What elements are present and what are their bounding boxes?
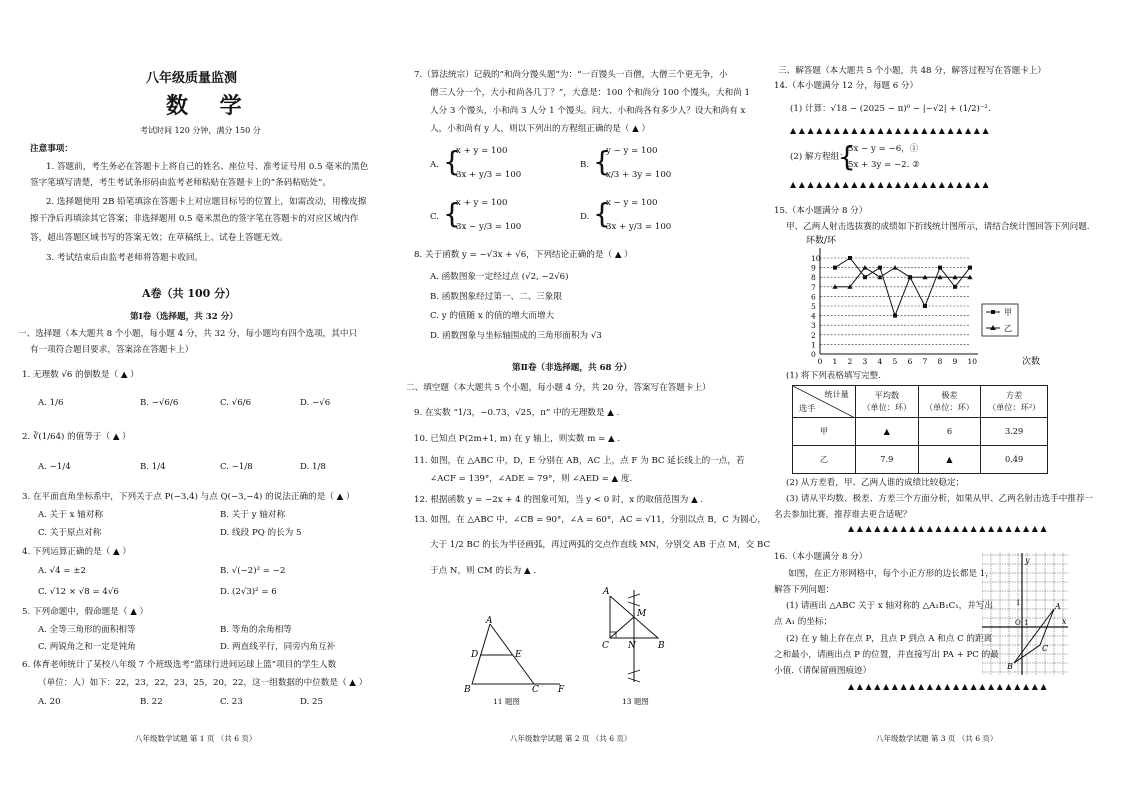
table-corner-header	[793, 386, 856, 418]
section-a-title: A卷（共 100 分）	[142, 287, 237, 300]
legend-square-marker	[991, 310, 995, 314]
table-cell: 乙	[793, 446, 856, 474]
question-15-3-cont: 名去参加比赛，推荐谁去更合适呢？	[774, 510, 912, 520]
question-3: 3. 在平面直角坐标系中，下列关于点 P(−3,4) 与点 Q(−3,−4) 的说法正确的是（ ▲ ）	[22, 492, 355, 502]
legend-label: 甲	[1004, 308, 1012, 317]
grid-label: O	[1015, 619, 1021, 627]
chart-y-label: 环数/环	[806, 236, 837, 246]
option: D. (2√3)² = 6	[220, 587, 277, 597]
equation: x/3 + 3y = 100	[606, 170, 672, 180]
figure-label: D	[471, 650, 479, 660]
chart-y-tick: 9	[811, 263, 816, 273]
option: D. −√6	[300, 398, 331, 408]
question-15-2: (2) 从方差看，甲、乙两人谁的成绩比较稳定；	[786, 478, 965, 488]
question-14: 14.（本小题满分 12 分，每题 6 分）	[774, 81, 919, 91]
notice-line: 擦干净后再填涂其它答案；非选择题用 0.5 毫米黑色的签字笔在答题卡的对应区域内作	[30, 214, 359, 224]
figure-label: A	[486, 616, 493, 626]
page-footer: 八年级数学试题 第 1 页 （共 6 页）	[135, 734, 257, 743]
question-4: 4. 下列运算正确的是（ ▲ ）	[22, 547, 131, 557]
brace-icon: {	[593, 197, 611, 230]
chart-y-tick: 4	[811, 311, 816, 321]
coordinate-grid-figure	[982, 551, 1070, 677]
part-2-title: 第Ⅱ卷（非选择题，共 68 分）	[512, 363, 632, 373]
fill-header: 二、填空题（本大题共 5 个小题，每小题 4 分，共 20 分，答案写在答题卡上）	[406, 383, 711, 393]
chart-y-tick: 7	[811, 282, 816, 292]
chart-x-label: 次数	[1022, 357, 1041, 367]
question-5: 5. 下列命题中，假命题是（ ▲ ）	[22, 607, 149, 617]
chart-y-tick: 8	[811, 273, 816, 283]
figure-label: C	[602, 641, 609, 651]
table-cell: 0.49	[981, 446, 1048, 474]
table-row	[793, 418, 1048, 446]
figure-13-caption: 13 题图	[622, 697, 649, 706]
question-16-line: (1) 请画出 △ABC 关于 x 轴对称的 △A₁B₁C₁，并写出	[786, 601, 994, 611]
table-cell: ▲	[918, 446, 981, 474]
choice-header: 一、选择题（本大题共 8 个小题，每小题 4 分，共 32 分，每小题均有四个选项，其中只	[18, 329, 358, 339]
table-cell: ▲	[856, 418, 919, 446]
equation: 3x − y/3 = 100	[456, 222, 522, 232]
option: A. 20	[38, 697, 61, 707]
answer-space-triangles: ▲▲▲▲▲▲▲▲▲▲▲▲▲▲▲▲▲▲▲▲▲▲▲	[848, 524, 1050, 533]
question-1: 1. 无理数 √6 的倒数是（ ▲ ）	[22, 370, 139, 380]
table-row	[793, 446, 1048, 474]
stats-table	[792, 385, 1048, 474]
question-14-2-label: (2) 解方程组：	[790, 152, 848, 162]
question-15-1: (1) 将下列表格填写完整.	[786, 371, 881, 381]
chart-point-triangle	[862, 265, 867, 270]
grid-label: y	[1025, 556, 1030, 565]
question-13-cont: 于点 N，则 CM 的长为 ▲ .	[430, 566, 537, 576]
chart-point-square	[923, 304, 927, 308]
part-1-title: 第Ⅰ卷（选择题，共 32 分）	[130, 312, 238, 322]
chart-point-square	[953, 285, 957, 289]
option: D. 函数图象与坐标轴围成的三角形面积为 √3	[430, 331, 602, 341]
question-7-cont: 人分 3 个馒头，小和尚 3 人分 1 个馒头。问大、小和尚各有多少人？设大和尚有 x	[430, 106, 746, 116]
option: B. √(−2)² = −2	[220, 566, 286, 576]
table-cell: 7.9	[856, 446, 919, 474]
equation: 3x + y/3 = 100	[606, 222, 672, 232]
chart-x-tick: 8	[937, 357, 943, 366]
figure-11-diagram	[460, 612, 570, 692]
question-6-cont: （单位：人）如下：22，23，22，23，25，20，22，这一组数据的中位数是（ ▲ ）	[38, 678, 368, 688]
option: D. 25	[300, 697, 323, 707]
figure-label: C	[532, 685, 539, 692]
equation: x + y = 100	[456, 198, 508, 208]
chart-ticks	[811, 254, 977, 366]
question-16: 16.（本小题满分 8 分）	[774, 552, 868, 562]
question-10: 10. 已知点 P(2m+1, m) 在 y 轴上，则实数 m = ▲ .	[414, 434, 621, 444]
chart-x-tick: 1	[832, 357, 838, 366]
chart-x-tick: 6	[907, 357, 913, 366]
chart-y-tick: 10	[811, 254, 821, 263]
brace-icon: {	[838, 140, 856, 173]
corner-top-label: 统计量	[824, 389, 849, 399]
chart-legend	[982, 304, 1018, 336]
question-16-line: 如图，在正方形网格中，每个小正方形的边长都是 1，	[788, 569, 994, 579]
table-cell: 6	[918, 418, 981, 446]
option: C. √12 × √8 = 4√6	[38, 587, 119, 597]
option: C. 关于原点对称	[38, 528, 102, 538]
equation: x − y = 100	[606, 198, 658, 208]
brace-icon: {	[443, 145, 461, 178]
option: A. 关于 x 轴对称	[38, 510, 103, 520]
equation: x + y = 100	[456, 146, 508, 156]
grid-label: 1	[1016, 599, 1021, 607]
question-9: 9. 在实数 “1/3，−0.73，√25，π” 中的无理数是 ▲ .	[414, 408, 620, 418]
subject-title: 数 学	[166, 93, 254, 119]
question-15-3: (3) 请从平均数、极差、方差三个方面分析，如果从甲、乙两名射击选手中推荐一	[786, 494, 1094, 504]
option: D. 线段 PQ 的长为 5	[220, 528, 302, 538]
option: A. 函数图象一定经过点 (√2, −2√6)	[430, 272, 569, 282]
question-15: 15.（本小题满分 8 分）	[774, 206, 868, 216]
question-11-cont: ∠ACF = 139°，∠ADE = 79°，则 ∠AED = ▲ 度.	[430, 474, 633, 484]
question-16-line: 小值.（请保留画图痕迹）	[774, 666, 872, 676]
notice-title: 注意事项：	[30, 144, 73, 154]
question-15-desc: 甲、乙两人射击选拔赛的成绩如下折线统计图所示，请结合统计图回答下列问题.	[786, 222, 1090, 232]
option: B. 22	[140, 697, 163, 707]
equation: 5x + 3y = −2. ②	[848, 160, 920, 170]
option-label: C.	[430, 212, 440, 222]
figure-label: N	[628, 641, 636, 651]
option: B. 等角的余角相等	[220, 625, 292, 635]
chart-x-tick: 2	[847, 357, 853, 366]
question-16-line: 点 A₁ 的坐标；	[774, 617, 833, 627]
question-7-cont: 僧三人分一个，大小和尚各几丁？”，大意是：100 个和尚分 100 个馒头，大和尚 1	[430, 88, 751, 98]
question-13: 13. 如图，在 △ABC 中，∠CB = 90°，∠A = 60°，AC = √11，分别以点 B，C 为圆心，	[414, 515, 766, 525]
table-header-variance: 方差 （单位：环²）	[981, 386, 1048, 418]
option: B. 函数图象经过第一、二、三象限	[430, 292, 563, 302]
corner-bottom-label: 选手	[799, 402, 816, 413]
legend-label: 乙	[1004, 324, 1012, 333]
figure-label: M	[637, 609, 647, 619]
equation: 3x + y/3 = 100	[456, 170, 522, 180]
shooting-line-chart	[804, 234, 1064, 372]
chart-y-tick: 1	[811, 340, 816, 350]
chart-grid	[820, 248, 978, 354]
question-2: 2. ∛(1/64) 的值等于（ ▲ ）	[22, 432, 131, 442]
figure-label: E	[515, 650, 522, 660]
question-16-line: 解答下列问题：	[774, 585, 835, 595]
chart-x-tick: 0	[817, 357, 823, 366]
question-16-line: 之和最小，请画出点 P 的位置，并直接写出 PA + PC 的最	[774, 650, 999, 660]
figure-label: F	[558, 685, 565, 692]
figure-13-diagram	[600, 582, 680, 692]
option: C. −1/8	[220, 462, 253, 472]
notice-line: 3. 考试结束后由监考老师将答题卡收回。	[46, 253, 204, 263]
chart-x-tick: 3	[862, 357, 868, 366]
option: C. √6/6	[220, 398, 252, 408]
question-14-1: (1) 计算：√18 − (2025 − π)⁰ − |−√2| + (1/2)⁻².	[790, 104, 991, 114]
question-7-cont: 人，小和尚有 y 人，则以下列出的方程组正确的是（ ▲ ）	[430, 124, 651, 134]
notice-line: 答，超出答题区域书写的答案无效；在草稿纸上、试卷上答题无效。	[30, 233, 288, 243]
chart-point-square	[848, 256, 852, 260]
notice-line: 1. 答题前，考生务必在答题卡上将自己的姓名、座位号、准考证号用 0.5 毫米的黑色	[46, 162, 369, 172]
table-cell: 3.29	[981, 418, 1048, 446]
chart-y-tick: 6	[811, 292, 816, 302]
question-8: 8. 关于函数 y = −√3x + √6，下列结论正确的是（ ▲ ）	[414, 250, 633, 260]
chart-y-tick: 5	[811, 302, 816, 311]
option: D. 1/8	[300, 462, 326, 472]
chart-point-square	[968, 266, 972, 270]
chart-point-triangle	[892, 265, 897, 270]
option-label: B.	[580, 160, 590, 170]
option: A. −1/4	[38, 462, 71, 472]
question-16-line: (2) 在 y 轴上存在点 P，且点 P 到点 A 和点 C 的距离	[786, 634, 993, 644]
option: B. −√6/6	[140, 398, 179, 408]
choice-header: 有一项符合题目要求，答案涂在答题卡上）	[30, 345, 194, 355]
chart-point-square	[878, 266, 882, 270]
grid-label: x	[1062, 617, 1067, 626]
answer-space-triangles: ▲▲▲▲▲▲▲▲▲▲▲▲▲▲▲▲▲▲▲▲▲▲▲	[790, 126, 992, 135]
equation: 5x − y = −6，①	[848, 144, 919, 154]
question-7: 7.（算法统宗）记载的“和尚分馒头题”为：“一百馒头一百僧，大僧三个更无争，小	[414, 70, 728, 80]
option: C. y 的值随 x 的值的增大而增大	[430, 311, 555, 321]
notice-line: 签字笔填写清楚，考生考试条形码由监考老师粘贴在答题卡上的“条码粘贴处”。	[30, 178, 331, 188]
option: A. 1/6	[38, 398, 64, 408]
figure-label: B	[658, 641, 665, 651]
grid-label: B	[1007, 662, 1013, 671]
chart-point-triangle	[877, 275, 882, 280]
brace-icon: {	[443, 197, 461, 230]
brace-icon: {	[593, 145, 611, 178]
notice-line: 2. 选择题使用 2B 铅笔填涂在答题卡上对应题目标号的位置上，如需改动，用橡皮擦	[46, 197, 367, 207]
equation: y − y = 100	[606, 146, 658, 156]
answer-space-triangles: ▲▲▲▲▲▲▲▲▲▲▲▲▲▲▲▲▲▲▲▲▲▲▲	[848, 682, 1050, 691]
figure-11-caption: 11 题图	[493, 697, 520, 706]
chart-y-tick: 2	[811, 330, 816, 340]
option: D. 两直线平行，同旁内角互补	[220, 642, 336, 652]
option-label: D.	[580, 212, 590, 222]
chart-y-tick: 0	[811, 350, 816, 359]
chart-x-tick: 4	[877, 357, 883, 366]
grid-label: A	[1055, 602, 1061, 611]
option: A. 全等三角形的面积相等	[38, 625, 136, 635]
option: C. 两锐角之和一定是钝角	[38, 642, 136, 652]
page-footer: 八年级数学试题 第 3 页 （共 6 页）	[876, 734, 998, 743]
question-12: 12. 根据函数 y = −2x + 4 的图象可知，当 y < 0 时，x 的取值范围为 ▲ .	[414, 495, 704, 505]
page-2	[402, 0, 771, 793]
figure-label: B	[464, 685, 471, 692]
option-label: A.	[430, 160, 439, 170]
chart-point-square	[893, 314, 897, 318]
exam-info: 考试时间 120 分钟，满分 150 分	[140, 126, 261, 135]
chart-y-tick: 3	[811, 321, 816, 331]
question-11: 11. 如图，在 △ABC 中，D，E 分别在 AB，AC 上，点 F 为 BC 延长线上的一点，若	[414, 456, 745, 466]
option: A. √4 = ±2	[38, 566, 86, 576]
figure-label: A	[603, 587, 610, 597]
question-6: 6. 体育老师统计了某校八年级 7 个班级选考“篮球行进间运球上篮”项目的学生人数	[22, 660, 337, 670]
option: B. 关于 y 轴对称	[220, 510, 286, 520]
option: B. 1/4	[140, 462, 166, 472]
grid-label: 1	[1024, 619, 1029, 627]
chart-point-square	[938, 266, 942, 270]
table-header-range: 极差 （单位：环）	[918, 386, 981, 418]
option: C. 23	[220, 697, 243, 707]
answer-space-triangles: ▲▲▲▲▲▲▲▲▲▲▲▲▲▲▲▲▲▲▲▲▲▲▲	[790, 180, 992, 189]
table-cell: 甲	[793, 418, 856, 446]
chart-x-tick: 9	[952, 357, 958, 366]
solve-header: 三、解答题（本大题共 5 个小题，共 48 分，解答过程写在答题卡上）	[778, 66, 1046, 76]
chart-point-square	[833, 266, 837, 270]
page-3	[764, 0, 1096, 793]
page-footer: 八年级数学试题 第 2 页 （共 6 页）	[510, 734, 632, 743]
table-header-mean: 平均数 （单位：环）	[856, 386, 919, 418]
chart-point-square	[863, 275, 867, 279]
grid-label: C	[1042, 644, 1049, 653]
exam-title: 八年级质量监测	[146, 71, 238, 86]
chart-x-tick: 10	[967, 357, 978, 366]
chart-x-tick: 5	[892, 357, 898, 366]
page-1	[18, 0, 369, 793]
chart-x-tick: 7	[922, 357, 928, 366]
question-13-cont: 大于 1/2 BC 的长为半径画弧，再过两弧的交点作直线 MN，分别交 AB 于点 M，交 BC	[430, 540, 771, 550]
